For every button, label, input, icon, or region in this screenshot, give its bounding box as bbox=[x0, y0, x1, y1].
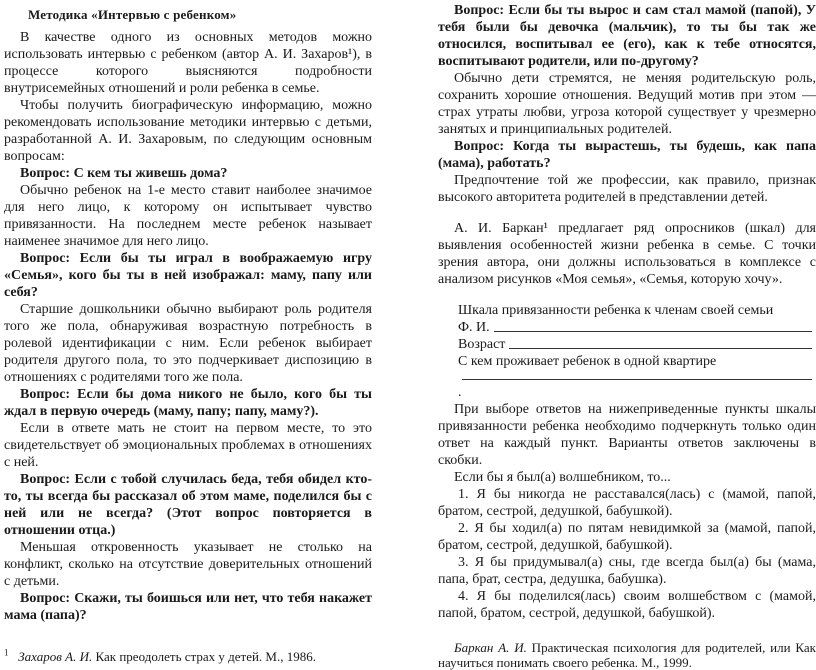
answer-4: Меньшая откровенность указывает не столько на конфликт, сколько на отсутствие доверительных отношений с детьми. bbox=[4, 540, 372, 589]
lead-line: Если бы я был(а) волшебником, то... bbox=[454, 470, 671, 485]
question-7: Вопрос: Когда ты вырастешь, ты будешь, как папа (мама), работать? bbox=[438, 139, 816, 171]
scale-item-3: 3. Я бы придумывал(а) сны, где всегда был(а) бы (мама, папа, брат, сестра, дедушка, бабушка). bbox=[438, 555, 816, 587]
answer-6: Обычно дети стремятся, не меняя родительскую роль, сохранить хорошие отношения. Ведущий мотив при этом — страх утраты любви, угроза которой существует у чрезмерно занятых и принципиальных родителей. bbox=[438, 71, 816, 137]
scale-item-2: 2. Я бы ходил(а) по пятам невидимкой за (мамой, папой, братом, сестрой, дедушкой, бабушкой). bbox=[438, 521, 816, 553]
lives-with-label: С кем проживает ребенок в одной квартире bbox=[458, 354, 717, 369]
age-field bbox=[458, 336, 816, 353]
footnote-text: Как преодолеть страх у детей. М., 1986. bbox=[92, 649, 316, 664]
answer-3: Если в ответе мать не стоит на первом месте, то это свидетельствует об эмоциональных проблемах в отношениях с ней. bbox=[4, 421, 372, 470]
age-field-label: Возраст bbox=[458, 337, 506, 352]
question-4: Вопрос: Если с тобой случилась беда, тебя обидел кто-то, ты всегда бы рассказал об этом маме, поделился бы с ней или не всегда? (Этот вопрос повторяется в отношении отца.) bbox=[4, 472, 372, 538]
intro-paragraph: В качестве одного из основных методов можно использовать интервью с ребенком (автор А. И. Захаров¹), в процессе которого выясняются подробности внутрисемейных отношений и роли ребенка в семье. bbox=[4, 30, 372, 96]
footnote-author: Захаров А. И. bbox=[18, 649, 93, 664]
scale-item-4: 4. Я бы поделился(лась) своим волшебством с (мамой, папой, братом, сестрой, дедушкой, бабушкой). bbox=[438, 589, 816, 621]
lives-with-field bbox=[458, 370, 816, 384]
scale-title: Шкала привязанности ребенка к членам своей семьи bbox=[458, 303, 774, 318]
footnote bbox=[4, 648, 372, 665]
question-5: Вопрос: Скажи, ты боишься или нет, что тебя накажет мама (папа)? bbox=[4, 591, 372, 623]
name-field-label: Ф. И. bbox=[458, 320, 490, 335]
source-author: Баркан А. И. bbox=[454, 640, 527, 655]
question-6: Вопрос: Если бы ты вырос и сам стал мамой (папой), У тебя были бы девочка (мальчик), то ты бы так же относился, воспитывал ее (его), как к тебе относятся, воспитывают родители, или по-другому? bbox=[438, 3, 816, 69]
intro-paragraph-2: Чтобы получить биографическую информацию, можно рекомендовать использование методики интервью с детьми, разработанной А. И. Захаровым, по следующим основным вопросам: bbox=[4, 98, 372, 164]
question-1: Вопрос: С кем ты живешь дома? bbox=[20, 166, 228, 181]
answer-2: Старшие дошкольники обычно выбирают роль родителя того же пола, обнаруживая возрастную потребность в ролевой идентификации с ним. Если ребенок выбирает родителя другого пола, то это подчеркивает диспозицию в отношениях с родителями того же пола. bbox=[4, 302, 372, 385]
source-note bbox=[438, 640, 816, 670]
footnote-mark: 1 bbox=[4, 647, 9, 658]
scale-item-1: 1. Я бы никогда не расставался(лась) с (мамой, папой, братом, сестрой, дедушкой, бабушкой). bbox=[438, 487, 816, 519]
question-2: Вопрос: Если бы ты играл в воображаемую игру «Семья», кого бы ты в ней изображал: маму, папу или себя? bbox=[4, 251, 372, 300]
answer-1: Обычно ребенок на 1-е место ставит наиболее значимое для него лицо, к которому он испытывает чувство привязанности. На последнем месте ребенок называет наименее значимое для него лицо. bbox=[4, 183, 372, 249]
right-column bbox=[438, 0, 816, 670]
page-title: Методика «Интервью с ребенком» bbox=[28, 7, 237, 22]
barkan-paragraph: А. И. Баркан¹ предлагает ряд опросников (шкал) для выявления особенностей жизни ребенка в семье. С точки зрения автора, они должны использоваться в комплексе с анализом рисунков «Моя семья», «Семья, которую хочу». bbox=[438, 221, 816, 287]
name-field bbox=[458, 319, 816, 336]
answer-7: Предпочтение той же профессии, как правило, признак высокого авторитета родителей в представлении детей. bbox=[438, 173, 816, 205]
instructions-paragraph: При выборе ответов на нижеприведенные пункты шкалы привязанности ребенка необходимо подчеркнуть только один ответ на каждый пункт. Варианты ответов заключены в скобки. bbox=[438, 402, 816, 468]
left-column bbox=[4, 0, 372, 665]
question-3: Вопрос: Если бы дома никого не было, кого бы ты ждал в первую очередь (маму, папу; папу, маму?). bbox=[4, 387, 372, 419]
field-dot: . bbox=[458, 385, 462, 400]
source-text: Практическая психология для родителей, или Как научиться понимать своего ребенка. М., 1999. bbox=[438, 640, 816, 670]
